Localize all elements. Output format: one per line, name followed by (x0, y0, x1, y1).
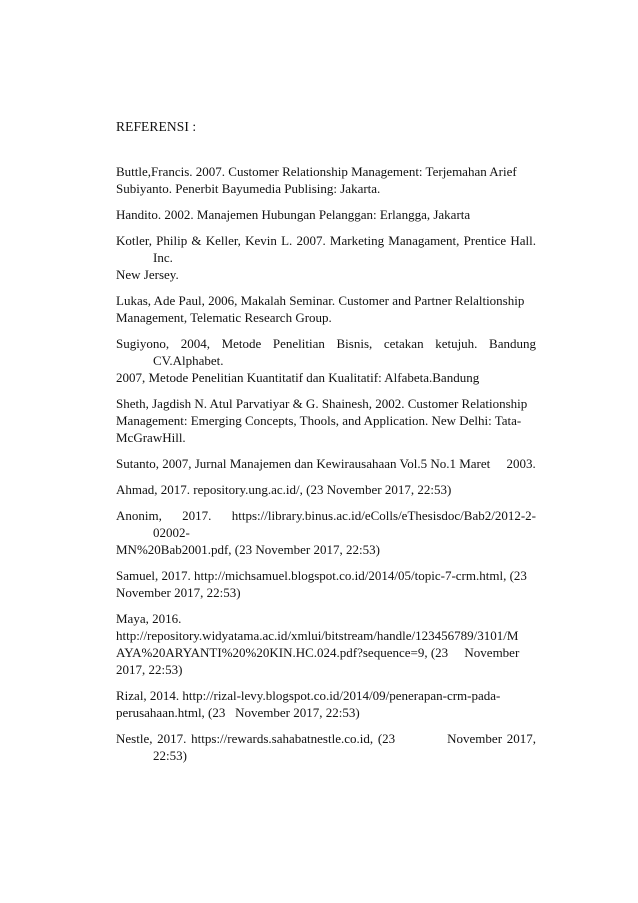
reference-first-line: Sugiyono, 2004, Metode Penelitian Bisnis, cetakan ketujuh. Bandung CV.Alphabet. (116, 336, 540, 368)
reference-entry (116, 163, 536, 197)
reference-entry (116, 567, 536, 601)
reference-first-line: Maya, 2016. (116, 611, 182, 626)
reference-first-line: Ahmad, 2017. repository.ung.ac.id/, (23 November 2017, 22:53) (116, 482, 452, 497)
reference-entry (116, 292, 536, 326)
reference-continuation-line: November 2017, 22:53) (116, 585, 241, 600)
reference-entry (116, 232, 540, 283)
reference-continuation-line: 2007, Metode Penelitian Kuantitatif dan Kualitatif: Alfabeta.Bandung (116, 370, 480, 385)
reference-entry (116, 507, 536, 558)
reference-entry (116, 455, 536, 472)
reference-first-line: Sutanto, 2007, Jurnal Manajemen dan Kewirausahaan Vol.5 No.1 Maret 2003. (116, 456, 536, 471)
reference-first-line: Rizal, 2014. http://rizal-levy.blogspot.co.id/2014/09/penerapan-crm-pada- (116, 688, 501, 703)
reference-entry (116, 730, 540, 764)
reference-first-line: Lukas, Ade Paul, 2006, Makalah Seminar. Customer and Partner Relaltionship (116, 293, 525, 308)
reference-entry (116, 395, 536, 446)
reference-list (116, 163, 540, 773)
reference-continuation-line: 2017, 22:53) (116, 662, 183, 677)
reference-entry (116, 206, 536, 223)
reference-first-line: Nestle, 2017. https://rewards.sahabatnestle.co.id, (23 November 2017, 22:53) (116, 731, 540, 763)
reference-continuation-line: Management, Telematic Research Group. (116, 310, 332, 325)
reference-continuation-line: http://repository.widyatama.ac.id/xmlui/bitstream/handle/123456789/3101/M (116, 628, 519, 643)
reference-continuation-line: McGrawHill. (116, 430, 186, 445)
reference-entry (116, 335, 540, 386)
reference-entry (116, 481, 536, 498)
reference-first-line: Samuel, 2017. http://michsamuel.blogspot.co.id/2014/05/topic-7-crm.html, (23 (116, 568, 527, 583)
reference-continuation-line: Management: Emerging Concepts, Thools, and Application. New Delhi: Tata- (116, 413, 522, 428)
reference-first-line: Sheth, Jagdish N. Atul Parvatiyar & G. Shainesh, 2002. Customer Relationship (116, 396, 528, 411)
reference-first-line: Kotler, Philip & Keller, Kevin L. 2007. Marketing Managament, Prentice Hall. Inc. (116, 233, 540, 265)
reference-first-line: Buttle,Francis. 2007. Customer Relationship Management: Terjemahan Arief (116, 164, 517, 179)
reference-continuation-line: New Jersey. (116, 267, 179, 282)
reference-first-line: Anonim, 2017. https://library.binus.ac.id/eColls/eThesisdoc/Bab2/2012-2-02002- (116, 508, 536, 540)
reference-entry (116, 610, 536, 678)
reference-continuation-line: AYA%20ARYANTI%20%20KIN.HC.024.pdf?sequence=9, (23 November (116, 645, 520, 660)
reference-continuation-line: MN%20Bab2001.pdf, (23 November 2017, 22:53) (116, 542, 380, 557)
reference-entry (116, 687, 536, 721)
reference-continuation-line: perusahaan.html, (23 November 2017, 22:53) (116, 705, 360, 720)
reference-first-line: Handito. 2002. Manajemen Hubungan Pelanggan: Erlangga, Jakarta (116, 207, 471, 222)
reference-continuation-line: Subiyanto. Penerbit Bayumedia Publising: Jakarta. (116, 181, 381, 196)
page-title: REFERENSI : (116, 119, 197, 134)
